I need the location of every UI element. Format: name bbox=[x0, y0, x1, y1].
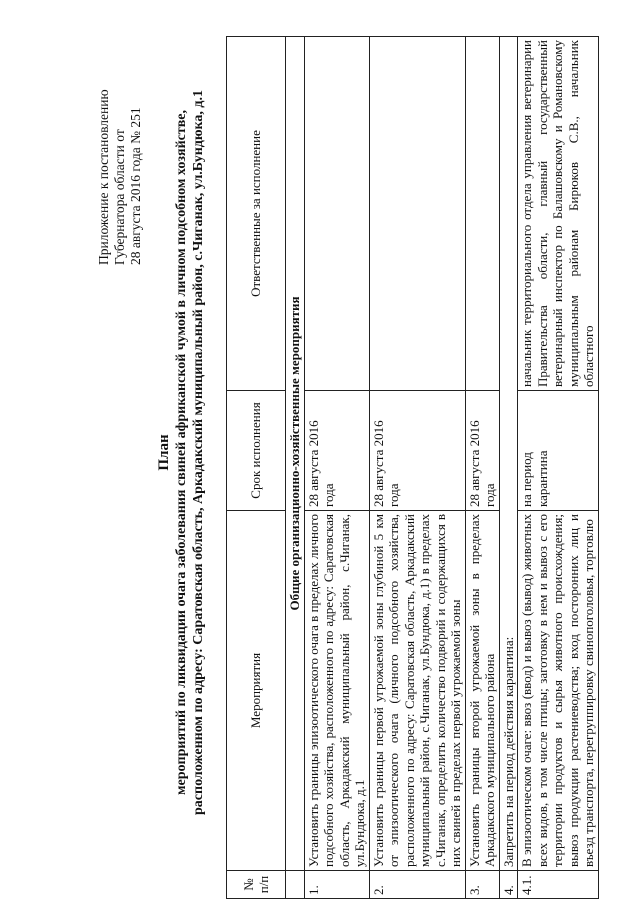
row-measure: Установить границы эпизоотического очага в пределах личного подсобного хозяйства, расположенного по адресу: Саратовская область, Аркадакский муниципальный район, с.Чиганак, ул.Бундюка, д.1 bbox=[304, 511, 369, 871]
row-number: 4. bbox=[499, 871, 518, 899]
document-title bbox=[156, 0, 207, 905]
table-row bbox=[465, 37, 499, 899]
title-heading: План bbox=[156, 434, 172, 471]
row-deadline: 28 августа 2016 года bbox=[369, 391, 465, 511]
row-responsible bbox=[304, 37, 369, 391]
row-deadline: на период карантина bbox=[518, 391, 599, 511]
appendix-line-2: Губернатора области от bbox=[112, 129, 127, 265]
appendix-line-1: Приложение к постановлению bbox=[96, 89, 111, 265]
row-number: 2. bbox=[369, 871, 465, 899]
row-measure: Установить границы второй угрожаемой зоны в пределах Аркадакского муниципального района bbox=[465, 511, 499, 871]
row-number: 3. bbox=[465, 871, 499, 899]
row-deadline: 28 августа 2016 года bbox=[465, 391, 499, 511]
table-row bbox=[499, 37, 518, 899]
table-row bbox=[518, 37, 599, 899]
section-spacer bbox=[286, 871, 305, 899]
table-row bbox=[369, 37, 465, 899]
header-responsible: Ответственные за исполнение bbox=[227, 37, 286, 391]
header-number: № п/п bbox=[227, 871, 286, 899]
header-deadline: Срок исполнения bbox=[227, 391, 286, 511]
table-row bbox=[304, 37, 369, 899]
appendix-line-3: 28 августа 2016 года № 251 bbox=[128, 107, 143, 265]
row-responsible: начальник территориального отдела управления ветеринарии Правительства области, главный государственный ветеринарный инспектор по Балашовскому и Романовскому муниципальным районам Бирюков С.В., начальник областного bbox=[518, 37, 599, 391]
table-header-row bbox=[227, 37, 286, 899]
row-responsible bbox=[369, 37, 465, 391]
title-line-1: мероприятий по ликвидации очага заболевания свиней африканской чумой в личном подсобном хозяйстве, bbox=[174, 109, 189, 796]
section-title: Общие организационно-хозяйственные мероприятия bbox=[286, 37, 305, 871]
row-measure: Установить границы первой угрожаемой зоны глубиной 5 км от эпизоотического очага (личного подсобного хозяйства, расположенного по адресу: Саратовская область, Аркадакский муниципальный район, с.Чиганак, ул.Бундюка, д.1) в пределах с.Чиганак, определить количество подворий и содержащихся в них свиней в пределах первой угрожаемой зоны bbox=[369, 511, 465, 871]
header-measures: Мероприятия bbox=[227, 511, 286, 871]
measures-table bbox=[226, 36, 599, 899]
row-deadline: 28 августа 2016 года bbox=[304, 391, 369, 511]
section-row bbox=[286, 37, 305, 899]
row-number: 4.1. bbox=[518, 871, 599, 899]
row-measure: Запретить на период действия карантина: bbox=[499, 37, 518, 871]
row-measure: В эпизоотическом очаге: ввоз (ввод) и вывоз (вывод) животных всех видов, в том числе птицы; заготовку в нем и вывоз с его территории продуктов и сырья животного происхождения; вывоз продукции растениеводства; вход посторонних лиц и въезд транспорта, перегруппировку свинопоголовья, торговлю bbox=[518, 511, 599, 871]
appendix-block bbox=[96, 35, 144, 265]
title-line-2: расположенном по адресу: Саратовская область, Аркадакский муниципальный район, с.Чиганак, ул.Бундюка, д.1 bbox=[191, 90, 206, 815]
row-number: 1. bbox=[304, 871, 369, 899]
row-responsible bbox=[465, 37, 499, 391]
